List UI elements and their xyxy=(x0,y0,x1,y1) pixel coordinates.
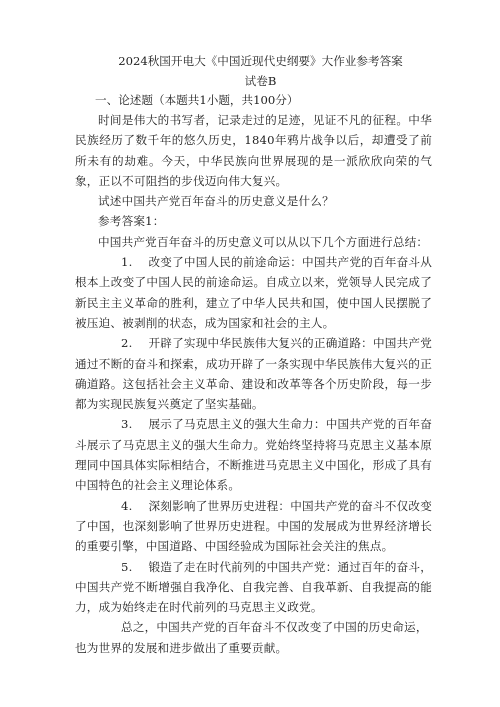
point-number: 4. xyxy=(121,498,133,513)
point-text: 开辟了实现中华民族伟大复兴的正确道路：中国共产党通过不断的奋斗和探索，成功开辟了一条实现中华民族伟大复兴的正确道路。这包括社会主义革命、建设和改革等各个历史阶段，每一步都为实现民族复兴奠定了坚实基础。 xyxy=(75,336,432,412)
point-number: 2. xyxy=(121,336,133,351)
point-text: 改变了中国人民的前途命运：中国共产党的百年奋斗从根本上改变了中国人民的前途命运。自成立以来，党领导人民完成了新民主主义革命的胜利，建立了中华人民共和国，使中国人民摆脱了被压迫、被剥削的状态，成为国家和社会的主人。 xyxy=(75,255,432,330)
answer-point-4 xyxy=(75,496,432,557)
answer-label: 参考答案1： xyxy=(98,214,165,229)
exam-paper-label: 试卷B xyxy=(244,74,277,88)
document-title: 2024秋国开电大《中国近现代史纲要》大作业参考答案 xyxy=(118,54,403,68)
point-number: 5. xyxy=(121,559,133,574)
answer-lead: 中国共产党百年奋斗的历史意义可以从以下几个方面进行总结： xyxy=(98,234,429,249)
point-text: 深刻影响了世界历史进程：中国共产党的奋斗不仅改变了中国，也深刻影响了世界历史进程。中国的发展成为世界经济增长的重要引擎，中国道路、中国经验成为国际社会关注的焦点。 xyxy=(75,498,432,554)
intro-paragraph: 时间是伟大的书写者，记录走过的足迹，见证不凡的征程。中华民族经历了数千年的悠久历史，1840年鸦片战争以后，却遭受了前所未有的劫难。今天，中华民族向世界展现的是一派欣欣向荣的气象，正以不可阻挡的步伐迈向伟大复兴。 xyxy=(75,113,432,188)
conclusion-line-1 xyxy=(75,617,432,637)
conclusion-line-2: 也为世界的发展和进步做出了重要贡献。 xyxy=(75,640,288,655)
answer-point-2 xyxy=(75,333,432,414)
point-text: 锻造了走在时代前列的中国共产党：通过百年的奋斗，中国共产党不断增强自我净化、自我完善、自我革新、自我提高的能力，成为始终走在时代前列的马克思主义政党。 xyxy=(75,559,432,615)
answer-point-5 xyxy=(75,557,432,618)
point-text: 展示了马克思主义的强大生命力：中国共产党的百年奋斗展示了马克思主义的强大生命力。党始终坚持将马克思主义基本原理同中国具体实际相结合，不断推进马克思主义中国化，形成了具有中国特色的社会主义理论体系。 xyxy=(75,417,432,493)
point-number: 1. xyxy=(121,255,133,270)
answer-point-3 xyxy=(75,414,432,495)
question-text: 试述中国共产党百年奋斗的历史意义是什么？ xyxy=(98,194,334,209)
conclusion-text-1: 总之，中国共产党的百年奋斗不仅改变了中国的历史命运， xyxy=(121,620,428,635)
answer-point-1 xyxy=(75,252,432,333)
section-heading: 一、论述题（本题共1小题，共100分） xyxy=(95,93,299,107)
point-number: 3. xyxy=(121,417,133,432)
